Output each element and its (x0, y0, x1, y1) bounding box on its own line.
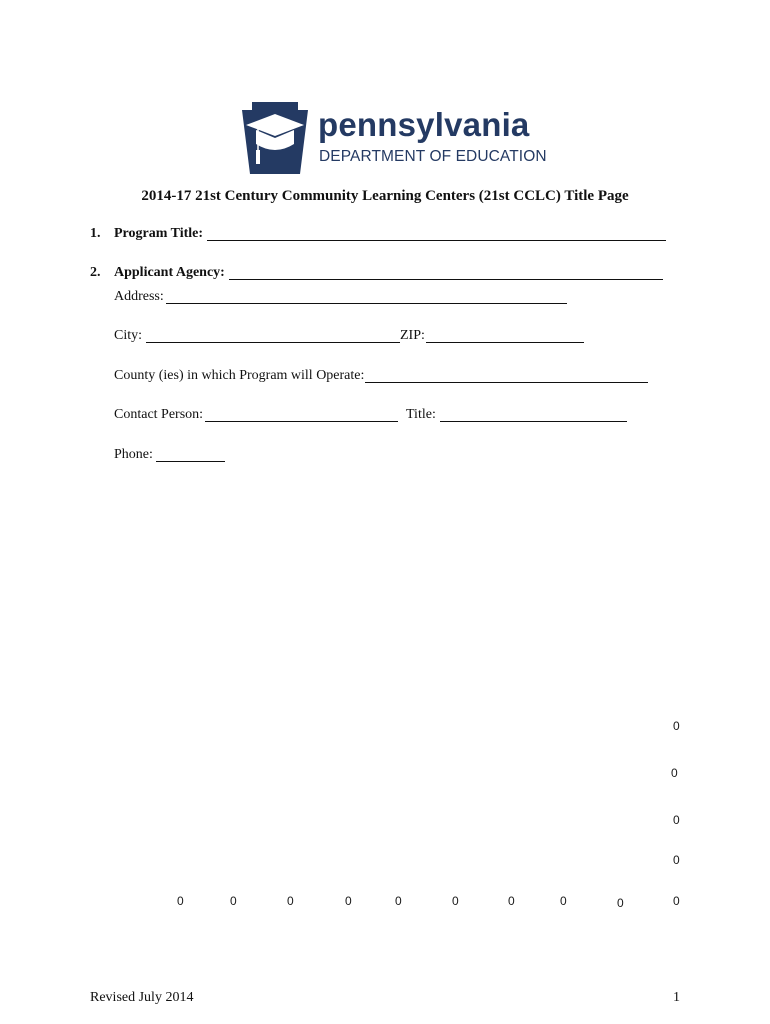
item-number-2: 2. (90, 265, 101, 280)
item-number-1: 1. (90, 226, 101, 241)
form-value[interactable]: 0 (560, 894, 567, 908)
zip-label: ZIP: (400, 328, 425, 343)
address-field[interactable] (166, 303, 567, 304)
form-value[interactable]: 0 (673, 813, 680, 827)
form-value[interactable]: 0 (230, 894, 237, 908)
address-label: Address: (114, 289, 164, 304)
city-label: City: (114, 328, 143, 343)
zip-field[interactable] (426, 342, 584, 343)
logo-subtitle: DEPARTMENT OF EDUCATION (319, 148, 547, 165)
logo-wordmark: pennsylvania (318, 106, 530, 143)
revised-date: Revised July 2014 (90, 990, 194, 1005)
contact-person-label: Contact Person: (114, 407, 204, 422)
page-number: 1 (673, 990, 680, 1005)
pde-logo (240, 100, 547, 178)
program-title-field[interactable] (207, 240, 666, 241)
program-title-label: Program Title: (114, 226, 204, 241)
phone-field[interactable] (156, 461, 225, 462)
form-value[interactable]: 0 (673, 894, 680, 908)
form-value[interactable]: 0 (673, 853, 680, 867)
document-title: 2014-17 21st Century Community Learning Centers (21st CCLC) Title Page (141, 188, 629, 204)
form-value[interactable]: 0 (287, 894, 294, 908)
contact-title-label: Title: (406, 407, 436, 422)
form-value[interactable]: 0 (671, 766, 678, 780)
form-value[interactable]: 0 (508, 894, 515, 908)
contact-title-field[interactable] (440, 421, 627, 422)
applicant-agency-field[interactable] (229, 279, 663, 280)
phone-label: Phone: (114, 447, 153, 462)
keystone-mortarboard-icon (240, 100, 310, 176)
city-field[interactable] (146, 342, 400, 343)
form-value[interactable]: 0 (345, 894, 352, 908)
applicant-agency-label: Applicant Agency: (114, 265, 225, 280)
form-value[interactable]: 0 (617, 896, 624, 910)
county-label: County (ies) in which Program will Operate: (114, 368, 365, 383)
form-value[interactable]: 0 (673, 719, 680, 733)
form-value[interactable]: 0 (395, 894, 402, 908)
form-value[interactable]: 0 (177, 894, 184, 908)
contact-person-field[interactable] (205, 421, 398, 422)
form-value[interactable]: 0 (452, 894, 459, 908)
county-field[interactable] (365, 382, 648, 383)
